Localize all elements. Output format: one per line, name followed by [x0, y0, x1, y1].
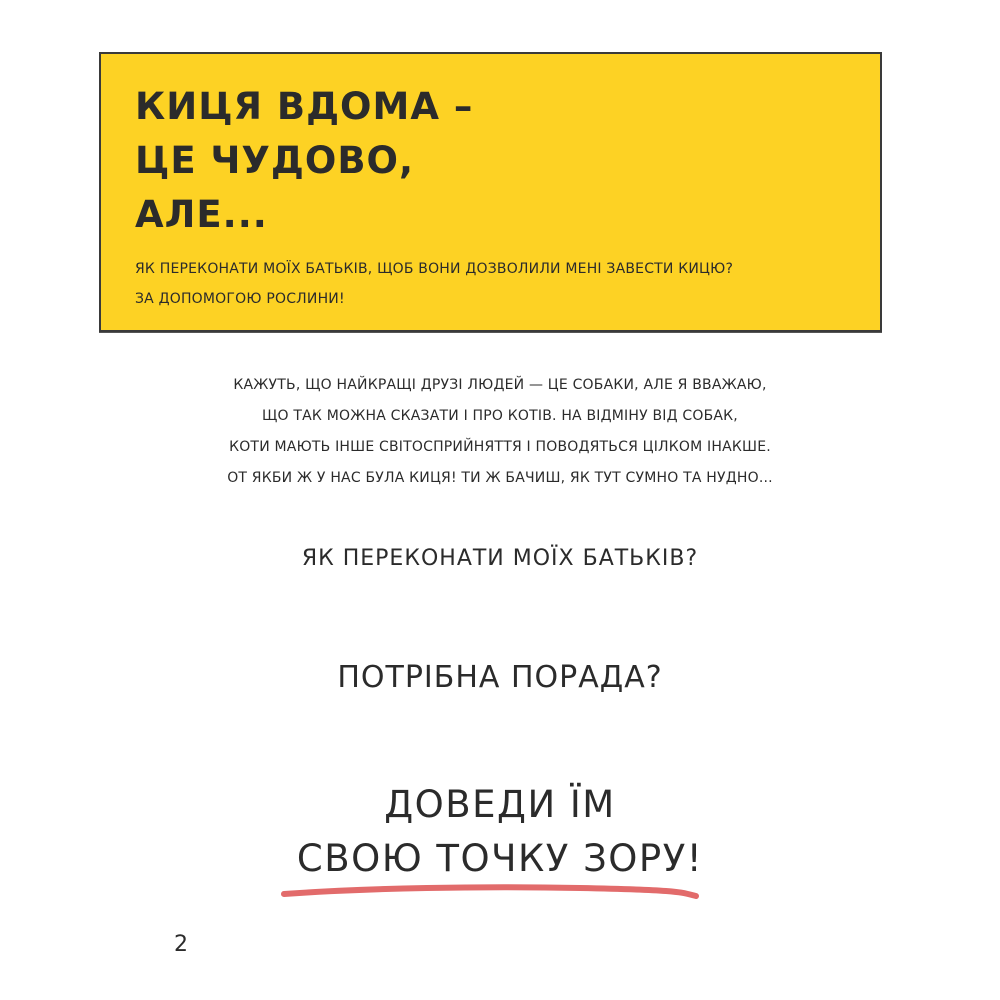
- intro-line: ЗА ДОПОМОГОЮ РОСЛИНИ!: [135, 291, 345, 307]
- paragraph-line: ОТ ЯКБИ Ж У НАС БУЛА КИЦЯ! ТИ Ж БАЧИШ, ЯК ТУТ СУМНО ТА НУДНО...: [227, 470, 773, 486]
- call-to-action: [0, 778, 1000, 886]
- cta-line: ДОВЕДИ ЇМ: [384, 783, 616, 826]
- headline-line: КИЦЯ ВДОМА –: [135, 85, 474, 128]
- cta-underline: [280, 880, 700, 904]
- intro-text: [135, 254, 733, 314]
- title-box: [99, 52, 882, 332]
- question-need-advice: ПОТРІБНА ПОРАДА?: [337, 660, 663, 695]
- headline-line: ЦЕ ЧУДОВО,: [135, 139, 415, 182]
- paragraph-line: КАЖУТЬ, ЩО НАЙКРАЩІ ДРУЗІ ЛЮДЕЙ — ЦЕ СОБАКИ, АЛЕ Я ВВАЖАЮ,: [233, 377, 767, 393]
- headline-line: АЛЕ...: [135, 193, 268, 236]
- body-paragraph: [150, 370, 850, 494]
- intro-line: ЯК ПЕРЕКОНАТИ МОЇХ БАТЬКІВ, ЩОБ ВОНИ ДОЗВОЛИЛИ МЕНІ ЗАВЕСТИ КИЦЮ?: [135, 261, 734, 277]
- headline: [135, 80, 473, 242]
- cta-line: СВОЮ ТОЧКУ ЗОРУ!: [296, 837, 704, 880]
- paragraph-line: КОТИ МАЮТЬ ІНШЕ СВІТОСПРИЙНЯТТЯ І ПОВОДЯТЬСЯ ЦІЛКОМ ІНАКШЕ.: [229, 439, 771, 455]
- question-convince-parents: ЯК ПЕРЕКОНАТИ МОЇХ БАТЬКІВ?: [301, 546, 699, 571]
- paragraph-line: ЩО ТАК МОЖНА СКАЗАТИ І ПРО КОТІВ. НА ВІДМІНУ ВІД СОБАК,: [262, 408, 738, 424]
- page-number: 2: [174, 932, 188, 957]
